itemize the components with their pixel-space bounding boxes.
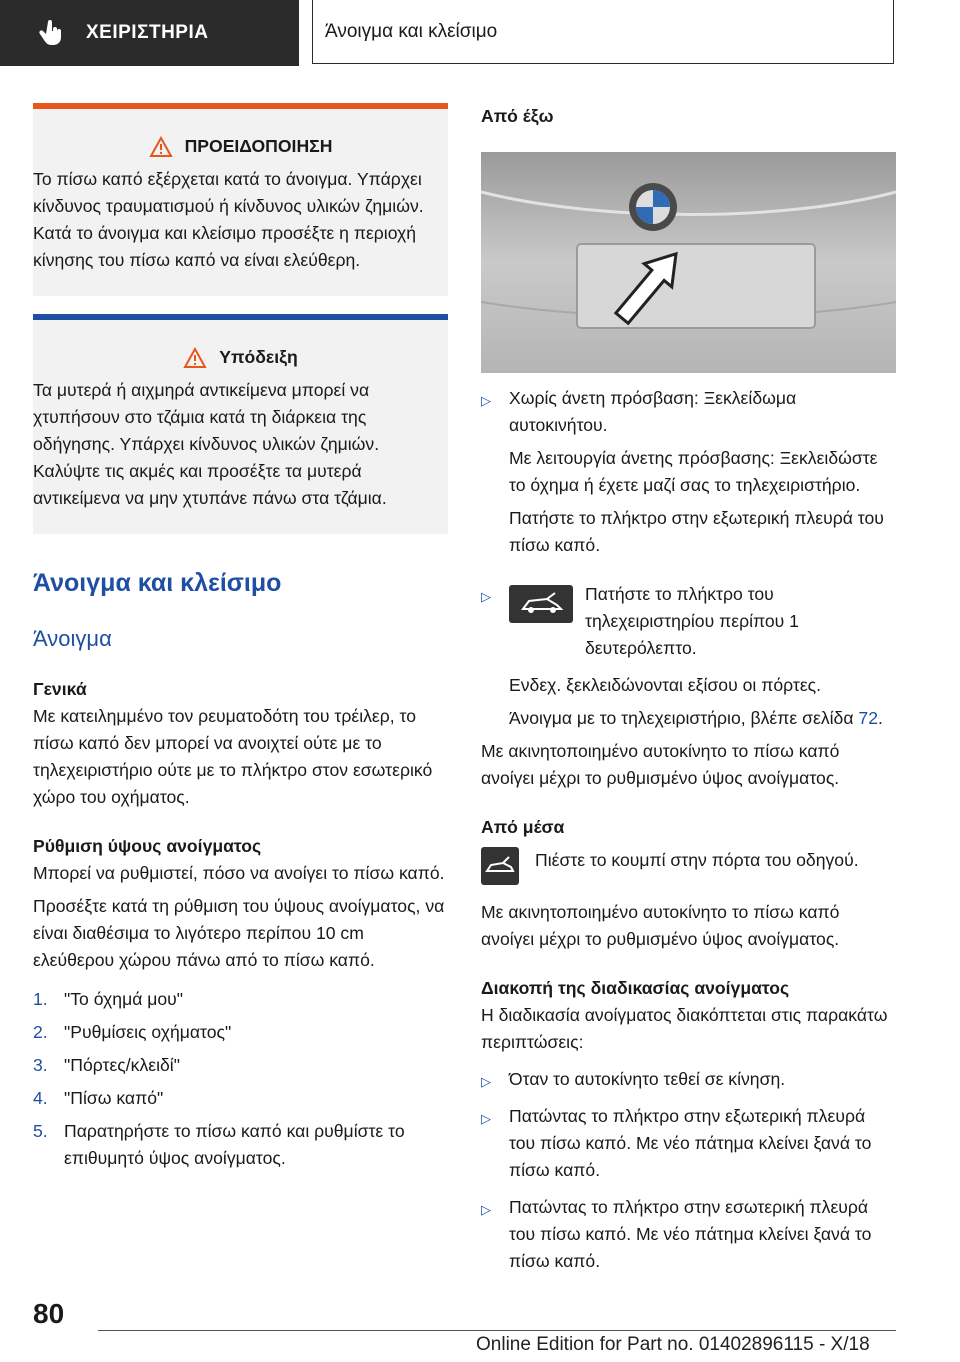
tailgate-photo <box>481 152 896 373</box>
settings-steps-list <box>33 986 448 1172</box>
list-item: 5. Παρατηρήστε το πίσω καπό και ρυθμίστε το επιθυμητό ύψος ανοίγματος. <box>33 1121 405 1168</box>
immobile-text-1: Με ακινητοποιημένο αυτοκίνητο το πίσω καπό ανοίγει μέχρι το ρυθμισμένο ύψος ανοίγματος. <box>481 741 840 788</box>
right-column <box>481 103 896 1281</box>
list-item: ▷ Πατώντας το πλήκτρο στην εσωτερική πλευρά του πίσω καπό. Με νέο πάτημα κλείνει ξανά το πίσω καπό. <box>481 1194 896 1281</box>
inside-instruction <box>481 847 896 885</box>
list-item: ▷ Όταν το αυτοκίνητο τεθεί σε κίνηση. <box>481 1066 896 1099</box>
tailgate-button-icon <box>481 847 519 885</box>
warning-title: ΠΡΟΕΙΔΟΠΟΙΗΣΗ <box>184 136 333 156</box>
chapter-title: Άνοιγμα και κλείσιμο <box>325 20 498 42</box>
manual-section-label: ΧΕΙΡΙΣΤΗΡΙΑ <box>86 22 209 43</box>
outside-heading: Από έξω <box>481 106 554 126</box>
list-item: 4. "Πίσω καπό" <box>33 1088 164 1108</box>
list-item: ▷ Χωρίς άνετη πρόσβαση: Ξεκλείδωμα αυτοκινήτου. Με λειτουργία άνετης πρόσβασης: Ξεκλειδώστε το όχημα ή έχετε μαζί σας το τηλεχειριστήριο. Πατήστε το πλήκτρο στην εξωτερική πλευρά του πίσω καπό. <box>481 385 896 565</box>
general-text: Με κατειλημμένο τον ρευματοδότη του τρέιλερ, το πίσω καπό δεν μπορεί να ανοιχτεί ούτε με το τηλεχειριστήριο ούτε με το πλήκτρο στον εσωτερικό χώρο του οχήματος. <box>33 706 433 807</box>
hand-pointer-icon <box>38 19 66 47</box>
warning-box <box>33 103 448 296</box>
list-item: ▷ Πατώντας το πλήκτρο στην εξωτερική πλευρά του πίσω καπό. Με νέο πάτημα κλείνει ξανά το πίσω καπό. <box>481 1103 896 1190</box>
warning-header <box>33 133 448 160</box>
note-text: Τα μυτερά ή αιχμηρά αντικείμενα μπορεί να χτυπήσουν στο τζάμια κατά τη διάρκεια της οδήγησης. Υπάρχει κίνδυνος υλικών ζημιών. Καλύψτε τις ακμές και προσέξτε τα μυτερά αντικείμενα να μην χτυπάνε πάνω στα τζάμια. <box>33 380 387 508</box>
list-item: 1. "Το όχημά μου" <box>33 989 184 1009</box>
list-item: ▷ Πατήστε το πλήκτρο του τηλεχειριστηρίου περίπου 1 δευτερόλεπτο. Ενδεχ. ξεκλειδώνονται εξίσου οι πόρτες. Άνοιγμα με το τηλεχειριστήριο, βλέπε σελίδα 72. <box>481 581 896 738</box>
list-item: 3. "Πόρτες/κλειδί" <box>33 1055 180 1075</box>
bullet-triangle-icon: ▷ <box>481 589 491 604</box>
section-heading: Άνοιγμα και κλείσιμο <box>33 569 282 597</box>
list-item: 2. "Ρυθμίσεις οχήματος" <box>33 1022 232 1042</box>
note-header <box>33 344 448 371</box>
opening-height-text-2: Προσέξτε κατά τη ρύθμιση του ύψους ανοίγματος, να είναι διαθέσιμα το λιγότερο περίπου 10 cm ελεύθερου χώρου πάνω από το πίσω καπό. <box>33 896 445 970</box>
note-box <box>33 314 448 534</box>
inside-heading: Από μέσα <box>481 817 565 837</box>
manual-section-tab[interactable] <box>0 0 299 66</box>
edition-text: Online Edition for Part no. 01402896115 - X/18 <box>476 1334 870 1355</box>
warning-triangle-icon <box>149 136 173 158</box>
warning-text: Το πίσω καπό εξέρχεται κατά το άνοιγμα. Υπάρχει κίνδυνος τραυματισμού ή κίνδυνος υλικών ζημιών. Κατά το άνοιγμα και κλείσιμο προσέξτε η περιοχή κίνησης του πίσω καπό να είναι ελεύθερη. <box>33 169 424 270</box>
inside-text: Πιέστε το κουμπί στην πόρτα του οδηγού. <box>535 850 859 870</box>
left-column <box>33 103 448 1178</box>
opening-height-text-1: Μπορεί να ρυθμιστεί, πόσο να ανοίγει το πίσω καπό. <box>33 863 445 883</box>
caution-triangle-icon <box>183 347 207 369</box>
immobile-text-2: Με ακινητοποιημένο αυτοκίνητο το πίσω καπό ανοίγει μέχρι το ρυθμισμένο ύψος ανοίγματος. <box>481 902 840 949</box>
bullet-triangle-icon: ▷ <box>481 393 491 408</box>
opening-height-heading: Ρύθμιση ύψους ανοίγματος <box>33 836 262 856</box>
note-title: Υπόδειξη <box>219 347 298 367</box>
subsection-heading: Άνοιγμα <box>33 626 112 651</box>
page-reference-link[interactable]: 72 <box>858 708 878 728</box>
footer-divider <box>98 1330 896 1331</box>
interrupt-heading: Διακοπή της διαδικασίας ανοίγματος <box>481 978 790 998</box>
remote-tailgate-button-icon <box>509 585 573 623</box>
page-number: 80 <box>33 1298 65 1329</box>
bullet-triangle-icon: ▷ <box>481 1074 491 1089</box>
page-header <box>0 0 960 66</box>
chapter-title-tab <box>312 0 894 64</box>
bullet-triangle-icon: ▷ <box>481 1202 491 1217</box>
interrupt-text: Η διαδικασία ανοίγματος διακόπτεται στις παρακάτω περιπτώσεις: <box>481 1005 888 1052</box>
bullet-triangle-icon: ▷ <box>481 1111 491 1126</box>
general-heading: Γενικά <box>33 679 87 699</box>
